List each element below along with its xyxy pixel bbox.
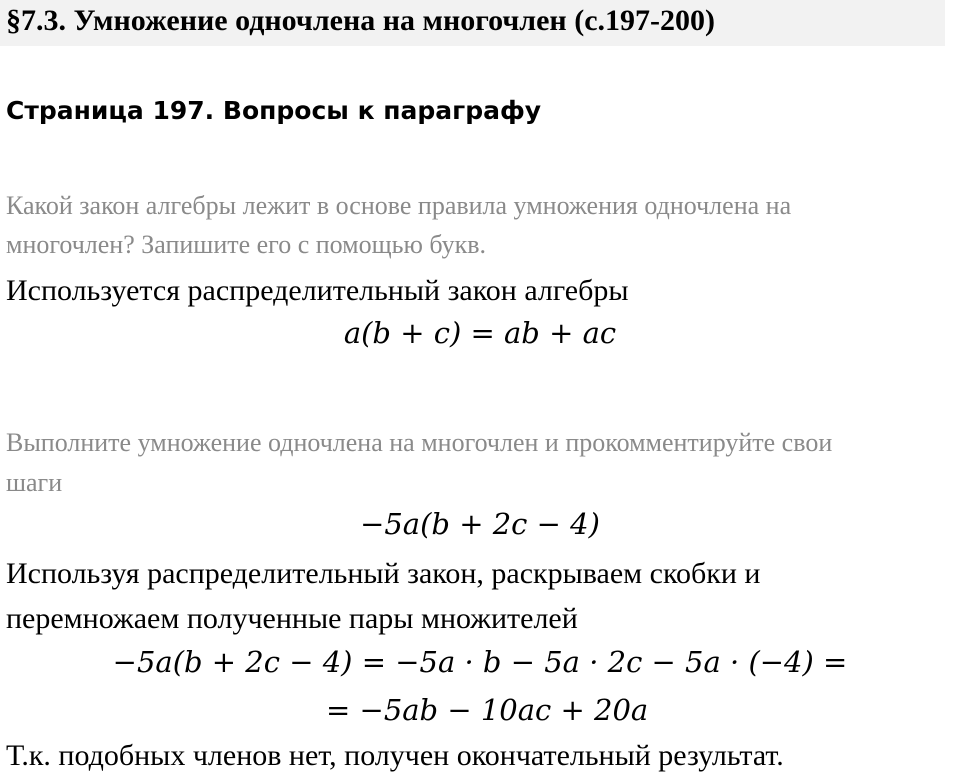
question-2-line-1: Выполните умножение одночлена на многочлен и прокомментируйте свои bbox=[6, 428, 833, 457]
question-1-line-1: Какой закон алгебры лежит в основе правила умножения одночлена на bbox=[6, 191, 792, 220]
distributive-law-formula: a(b + c) = ab + ac bbox=[343, 316, 617, 350]
section-title: §7.3. Умножение одночлена на многочлен (с.197-200) bbox=[6, 4, 715, 37]
page-heading: Страница 197. Вопросы к параграфу bbox=[6, 96, 542, 125]
answer-1-text: Используется распределительный закон алгебры bbox=[6, 274, 629, 307]
task-expression: −5a(b + 2c − 4) bbox=[360, 507, 600, 541]
solution-line-1: −5a(b + 2c − 4) = −5a · b − 5a · 2c − 5a · (−4) = bbox=[112, 645, 848, 679]
answer-2-line-1: Используя распределительный закон, раскрываем скобки и bbox=[6, 557, 761, 590]
question-2-line-2: шаги bbox=[6, 468, 63, 497]
answer-2-line-2: перемножаем полученные пары множителей bbox=[6, 602, 578, 635]
question-1-line-2: многочлен? Запишите его с помощью букв. bbox=[6, 230, 487, 259]
conclusion-text: Т.к. подобных членов нет, получен окончательный результат. bbox=[6, 739, 784, 772]
solution-line-2: = −5ab − 10ac + 20a bbox=[326, 693, 649, 727]
